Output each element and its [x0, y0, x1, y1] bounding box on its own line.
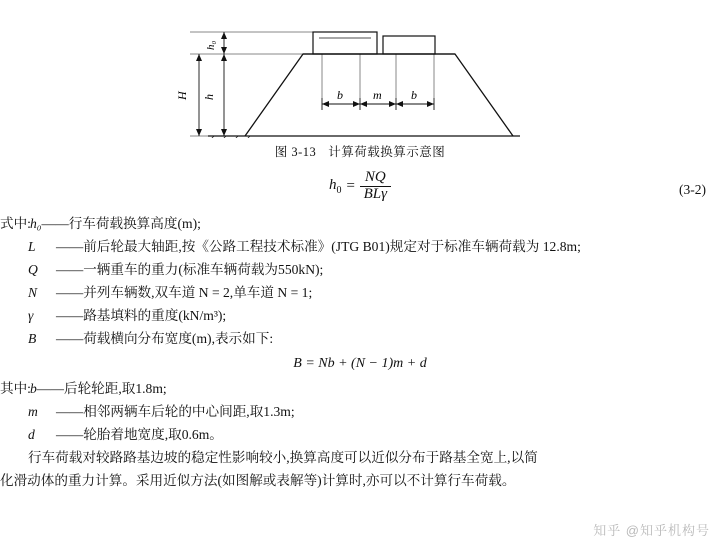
definition-text-Q: 一辆重车的重力(标准车辆荷载为550kN);	[83, 262, 324, 277]
sub-definition-symbol-m: m	[28, 404, 38, 419]
label-m: m	[373, 88, 382, 102]
sub-definitions-lead: 其中:	[0, 381, 31, 396]
definition-symbol-Q: Q	[28, 262, 38, 277]
definition-dash-h0: ——	[41, 216, 69, 231]
definition-text-gamma: 路基填料的重度(kN/m³);	[83, 308, 227, 323]
definitions-body	[0, 212, 720, 492]
equation-number: (3-2)	[679, 182, 706, 197]
definition-row-h0	[0, 212, 720, 235]
definition-dash-Q: ——	[56, 262, 84, 277]
equation-lhs: $h_0$	[328, 176, 342, 196]
equation-3-2	[0, 170, 720, 203]
definition-text-B: 荷载横向分布宽度(m),表示如下:	[83, 331, 274, 346]
definition-dash-gamma: ——	[56, 308, 84, 323]
definition-row-gamma	[0, 304, 720, 327]
definition-dash-L: ——	[56, 239, 84, 254]
sub-definition-symbol-d: d	[28, 427, 35, 442]
definition-symbol-gamma: γ	[28, 308, 34, 323]
definition-symbol-B: B	[28, 331, 37, 346]
sub-definition-dash-d: ——	[56, 427, 84, 442]
equation-equals: =	[345, 177, 356, 194]
sub-definition-dash-b: ——	[36, 381, 64, 396]
figure-caption-text: 计算荷载换算示意图	[328, 145, 446, 159]
sub-definition-symbol-b: b	[30, 381, 37, 396]
watermark: 知乎 @知乎机构号	[593, 523, 710, 538]
equation-B	[0, 352, 720, 375]
equation-numerator: NQ	[364, 169, 386, 185]
definition-row-L	[0, 235, 720, 258]
definition-row-N	[0, 281, 720, 304]
closing-paragraph-line1: 行车荷载对较路路基边坡的稳定性影响较小,换算高度可以近似分布于路基全宽上,以简	[28, 450, 538, 465]
definition-text-h0: 行车荷载换算高度(m);	[68, 216, 201, 231]
label-H: H	[175, 91, 189, 100]
sub-definition-row-m	[0, 400, 720, 423]
label-h: h	[202, 94, 216, 100]
closing-paragraph-line2: 化滑动体的重力计算。采用近似方法(如图解或表解等)计算时,亦可以不计算行车荷载。	[0, 473, 516, 488]
definition-text-N: 并列车辆数,双车道 N = 2,单车道 N = 1;	[83, 285, 313, 300]
label-h0: h₀	[205, 40, 217, 50]
figure-diagram	[0, 8, 720, 138]
definitions-lead: 式中:	[0, 216, 31, 231]
sub-definition-dash-m: ——	[56, 404, 84, 419]
definition-symbol-h0: h₀	[30, 216, 42, 231]
definition-text-L-cont: 12.8m;	[542, 239, 581, 254]
equation-B-text: B = Nb + (N − 1)m + d	[293, 356, 427, 371]
embankment-load-diagram	[0, 8, 720, 138]
sub-definition-text-b: 后轮轮距,取1.8m;	[63, 381, 167, 396]
sub-definition-text-d: 轮胎着地宽度,取0.6m。	[83, 427, 223, 442]
sub-definition-row-b	[0, 377, 720, 400]
sub-definition-text-m: 相邻两辆车后轮的中心间距,取1.3m;	[83, 404, 295, 419]
figure-caption	[0, 142, 720, 160]
definition-text-L: 前后轮最大轴距,按《公路工程技术标准》(JTG B01)规定对于标准车辆荷载为	[83, 239, 540, 254]
equation-denominator: BLγ	[360, 186, 391, 203]
equation-fraction	[360, 170, 391, 203]
label-b-left: b	[337, 88, 343, 102]
sub-definition-row-d	[0, 423, 720, 446]
label-b-right: b	[411, 88, 417, 102]
definition-symbol-L: L	[28, 239, 36, 254]
definition-dash-N: ——	[56, 285, 84, 300]
definition-row-B	[0, 327, 720, 350]
definition-row-Q	[0, 258, 720, 281]
definition-dash-B: ——	[56, 331, 84, 346]
equation-3-2-block	[0, 170, 720, 208]
figure-caption-number: 图 3-13	[274, 145, 317, 159]
definition-symbol-N: N	[28, 285, 38, 300]
